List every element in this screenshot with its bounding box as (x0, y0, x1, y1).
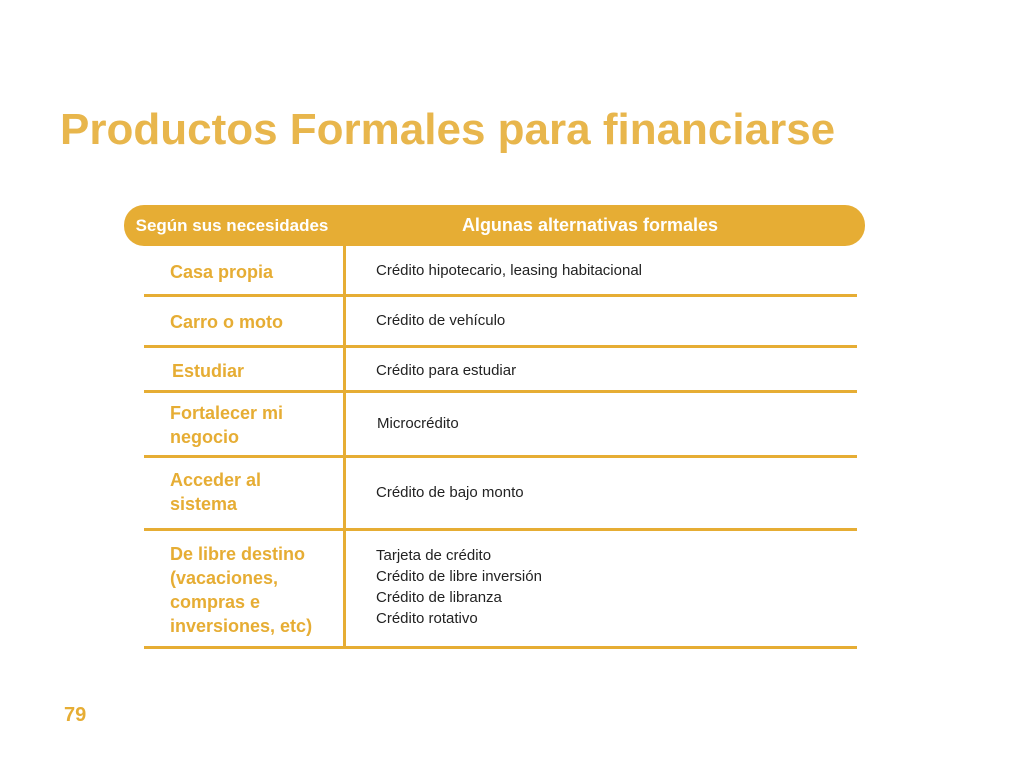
slide-title: Productos Formales para financiarse (60, 105, 836, 154)
alternative-item: Crédito de libranza (376, 589, 502, 606)
alternatives-fortalecer-negocio (377, 413, 459, 434)
row-divider (144, 528, 857, 531)
header-needs: Según sus necesidades (135, 215, 329, 235)
alternative-item: Crédito de bajo monto (376, 484, 524, 501)
header-alternatives: Algunas alternativas formales (461, 215, 719, 235)
row-divider (144, 294, 857, 297)
row-divider (144, 390, 857, 393)
alternative-item: Crédito para estudiar (376, 362, 517, 379)
need-carro-moto: Carro o moto (170, 312, 284, 332)
alternative-item: Crédito de libre inversión (376, 568, 542, 585)
need-fortalecer-negocio: Fortalecer mi negocio (170, 403, 284, 447)
row-divider (144, 646, 857, 649)
table-header (124, 205, 865, 246)
alternative-item: Crédito de vehículo (376, 312, 506, 329)
row-divider (144, 345, 857, 348)
alternatives-acceder-sistema (376, 482, 524, 503)
need-estudiar: Estudiar (172, 361, 245, 381)
alternative-item: Crédito hipotecario, leasing habitacional (376, 262, 643, 279)
alternative-item: Microcrédito (377, 415, 459, 432)
column-divider (343, 246, 346, 648)
page-number: 79 (64, 704, 87, 726)
need-libre-destino: De libre destino (vacaciones, compras e inversiones, etc) (170, 544, 313, 636)
alternative-item: Crédito rotativo (376, 610, 478, 627)
alternative-item: Tarjeta de crédito (376, 547, 492, 564)
alternatives-casa-propia (376, 260, 642, 281)
alternatives-estudiar (376, 360, 516, 381)
alternatives-carro-moto (376, 310, 505, 331)
need-acceder-sistema: Acceder al sistema (170, 470, 262, 514)
row-divider (144, 455, 857, 458)
alternatives-libre-destino (376, 545, 542, 629)
need-casa-propia: Casa propia (170, 262, 274, 282)
